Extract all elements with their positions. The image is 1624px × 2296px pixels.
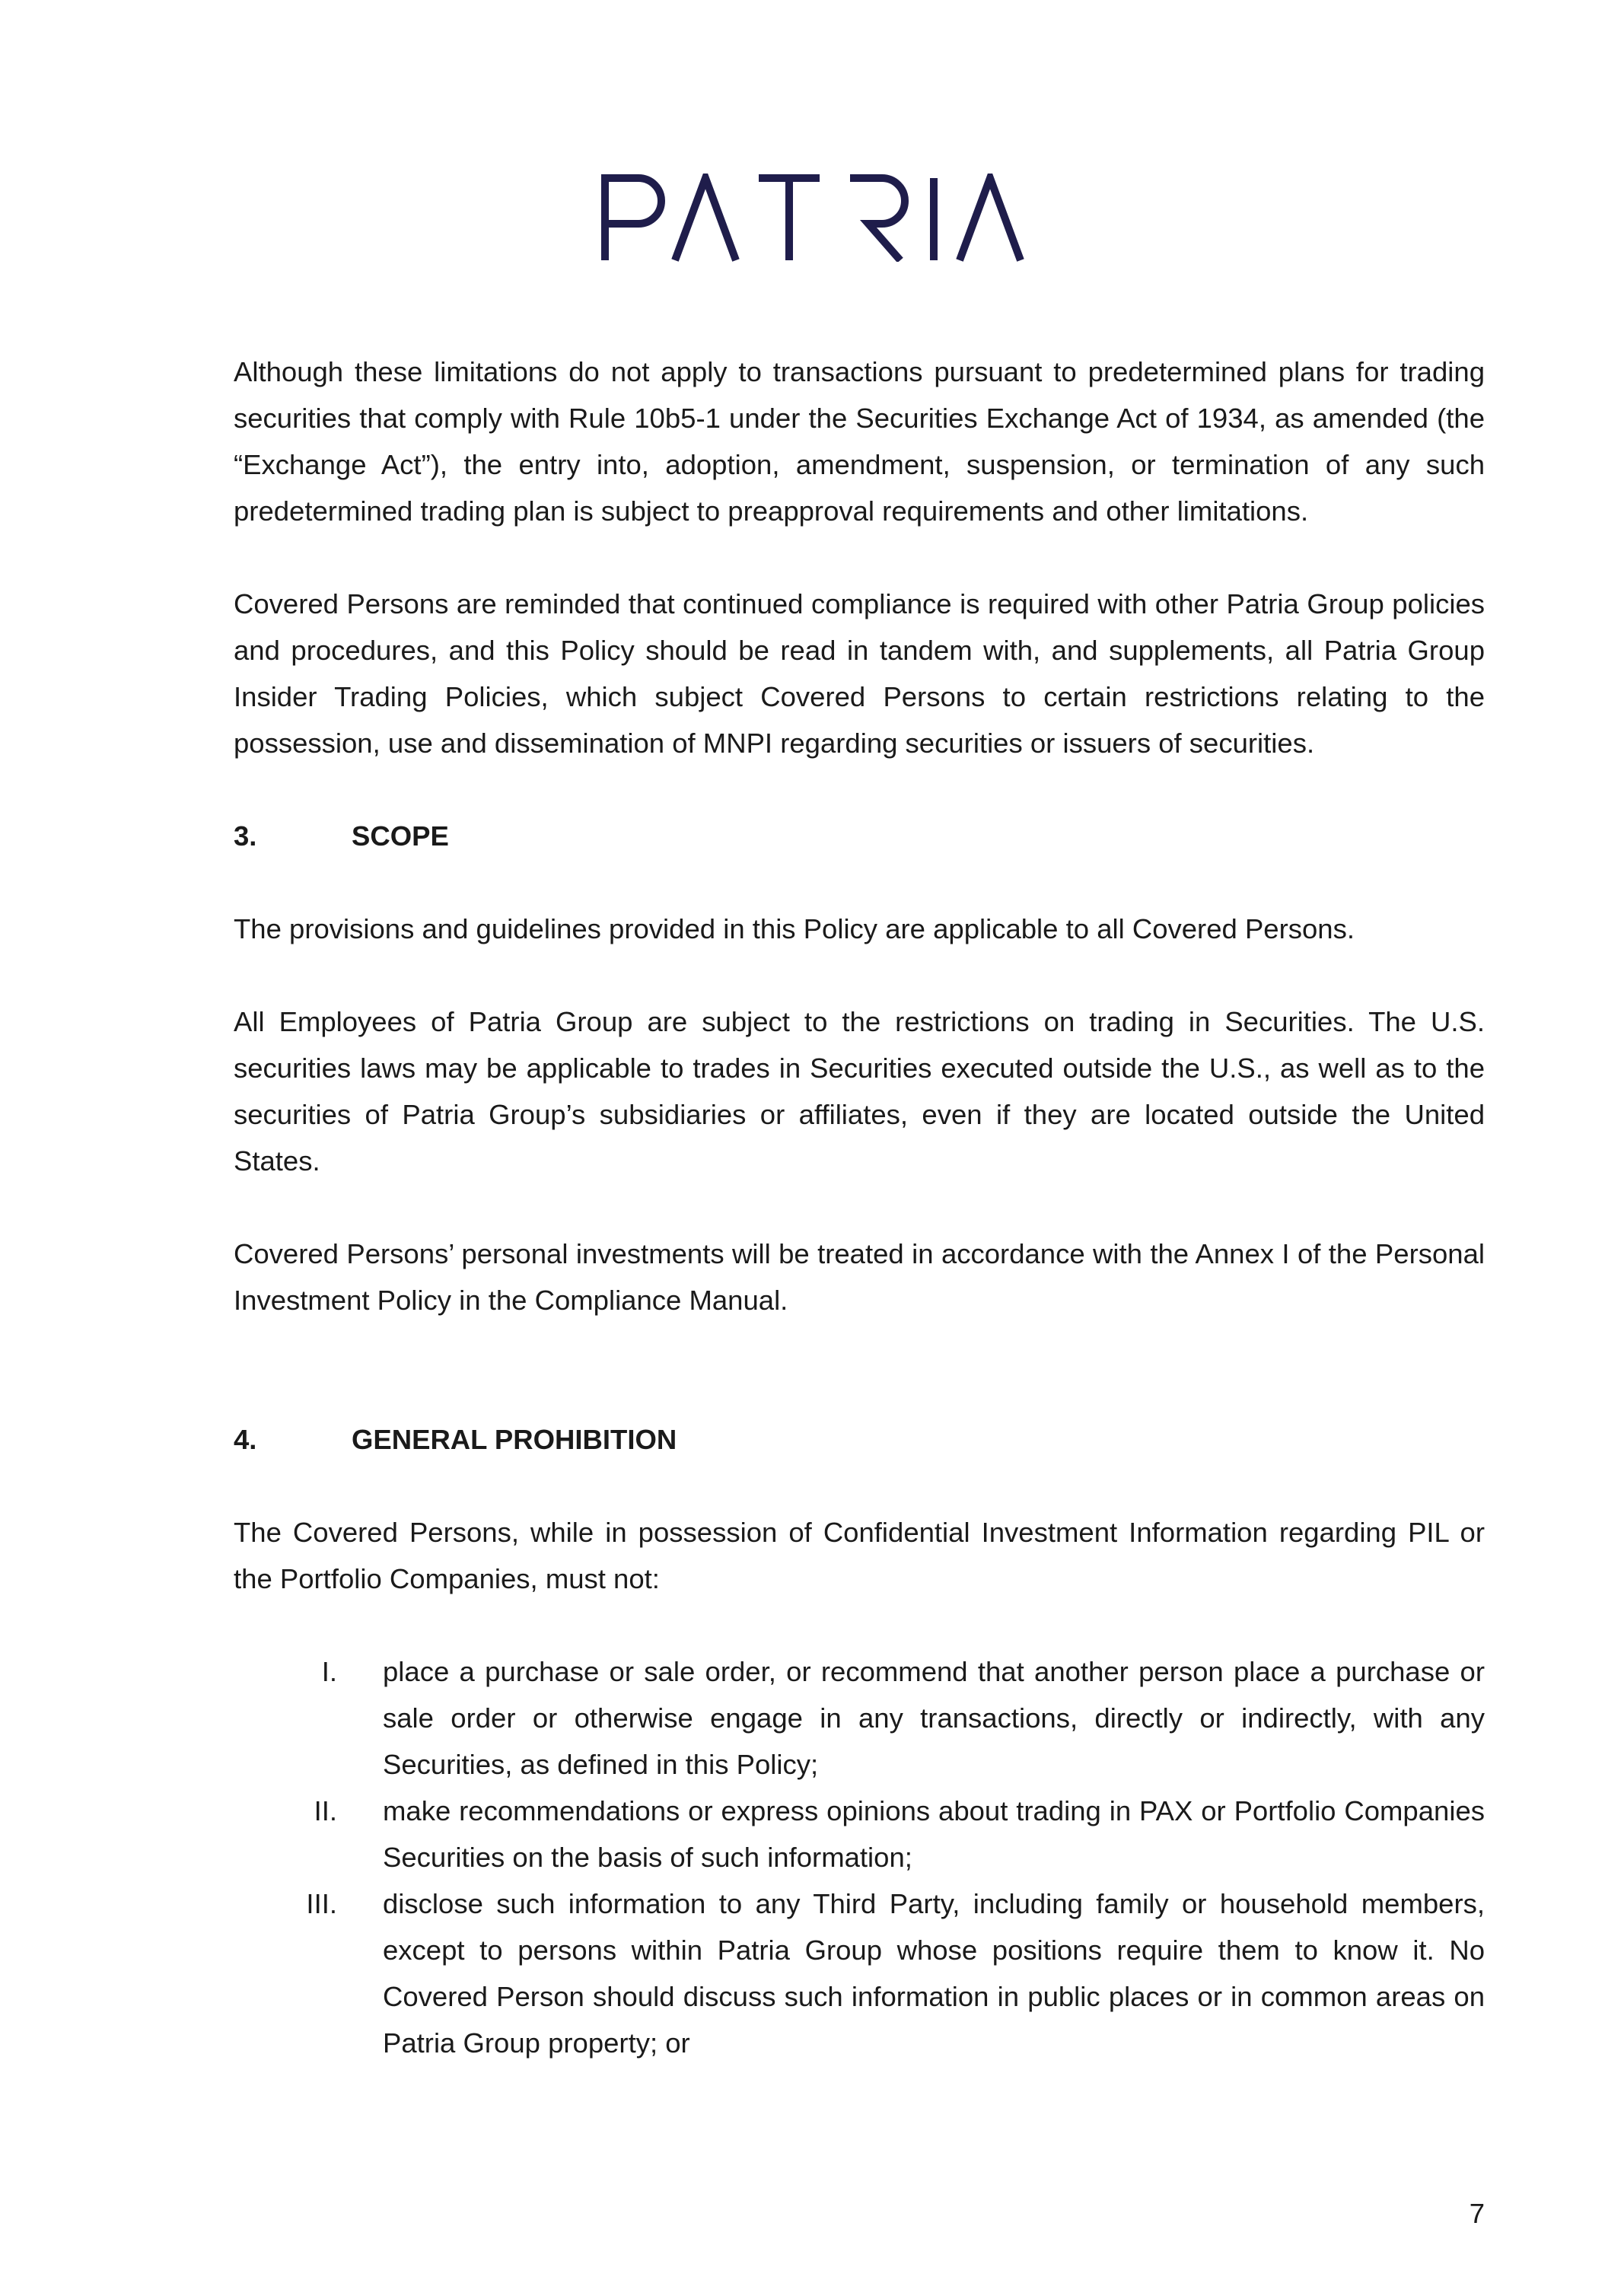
intro-paragraph-2: Covered Persons are reminded that continued compliance is required with other Patria Group policies and procedures, and this Policy should be read in tandem with, and supplements, all Patria Group Insider Trading Policies, which subject Covered Persons to certain restrictions relating to the possession, use and dissemination of MNPI regarding securities or issuers of securities. (234, 588, 1485, 759)
section-4-heading (234, 1416, 1485, 1463)
section-3-title: SCOPE (352, 820, 449, 852)
section-4-title: GENERAL PROHIBITION (352, 1424, 677, 1455)
patria-logo-mark (599, 174, 1025, 262)
intro-paragraph-1: Although these limitations do not apply to transactions pursuant to predetermined plans for trading securities that comply with Rule 10b5-1 under the Securities Exchange Act of 1934, as amended (the “Exchange Act”), the entry into, adoption, amendment, suspension, or termination of any such predetermined trading plan is subject to preapproval requirements and other limitations. (234, 356, 1485, 527)
list-item-marker: II. (314, 1795, 337, 1826)
section-4-number: 4. (234, 1424, 257, 1455)
page-number: 7 (1469, 2198, 1485, 2229)
list-item-marker: I. (321, 1656, 337, 1687)
section-3-paragraph-3: Covered Persons’ personal investments will be treated in accordance with the Annex I of the Personal Investment Policy in the Compliance Manual. (234, 1238, 1485, 1316)
document-body (234, 349, 1485, 2066)
list-item-marker: III. (306, 1888, 337, 1919)
list-item (234, 1648, 1485, 1788)
section-4-paragraph-1: The Covered Persons, while in possession of Confidential Investment Information regarding PIL or the Portfolio Companies, must not: (234, 1517, 1485, 1594)
list-item-text: make recommendations or express opinions about trading in PAX or Portfolio Companies Securities on the basis of such information; (383, 1795, 1485, 1873)
section-3-heading (234, 813, 1485, 859)
section-3-number: 3. (234, 820, 257, 852)
list-item (234, 1880, 1485, 2066)
list-item-text: place a purchase or sale order, or recommend that another person place a purchase or sale order or otherwise engage in any transactions, directly or indirectly, with any Securities, as defined in this Policy; (383, 1656, 1485, 1780)
section-3-paragraph-1: The provisions and guidelines provided in this Policy are applicable to all Covered Persons. (234, 913, 1355, 944)
patria-logo (0, 174, 1624, 266)
list-item (234, 1788, 1485, 1880)
section-3-paragraph-2: All Employees of Patria Group are subject to the restrictions on trading in Securities. The U.S. securities laws may be applicable to trades in Securities executed outside the U.S., as well as to the securities of Patria Group’s subsidiaries or affiliates, even if they are located outside the United States. (234, 1006, 1485, 1177)
list-item-text: disclose such information to any Third Party, including family or household members, except to persons within Patria Group whose positions require them to know it. No Covered Person should discuss such information in public places or in common areas on Patria Group property; or (383, 1888, 1485, 2059)
prohibition-list (234, 1648, 1485, 2066)
